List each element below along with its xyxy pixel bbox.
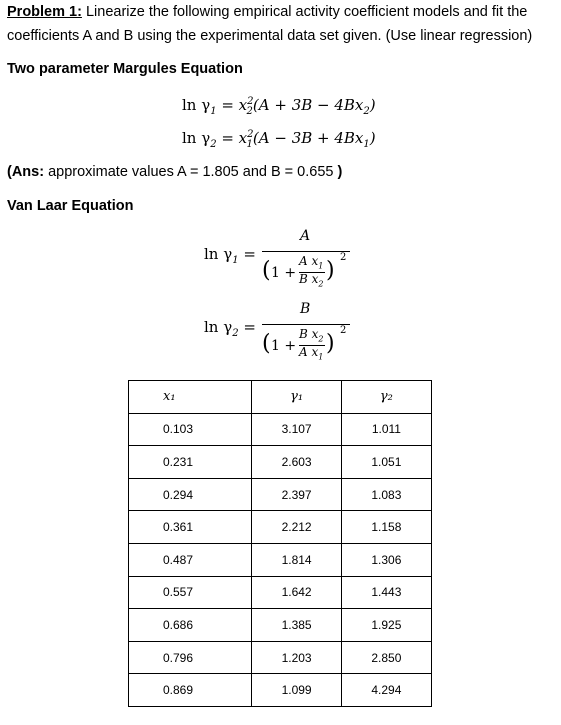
vanlaar-eq2-inner-num: B $x_2$ — [299, 327, 324, 344]
cell-gamma1: 1.814 — [252, 543, 341, 576]
cell-gamma2: 4.294 — [341, 674, 431, 707]
vanlaar-heading: Van Laar Equation — [7, 198, 134, 214]
vanlaar-eq2-inner-den: A $x_1$ — [299, 345, 324, 362]
table-row — [129, 478, 432, 511]
table-row — [129, 576, 432, 609]
table-row — [129, 609, 432, 642]
header-gamma1: γ₁ — [252, 381, 341, 414]
cell-x1: 0.796 — [129, 641, 252, 674]
cell-gamma1: 1.385 — [252, 609, 341, 642]
header-x1: x₁ — [129, 381, 252, 414]
cell-gamma2: 1.083 — [341, 478, 431, 511]
cell-gamma2: 1.051 — [341, 446, 431, 479]
cell-gamma1: 2.212 — [252, 511, 341, 544]
cell-gamma2: 1.306 — [341, 543, 431, 576]
cell-gamma2: 2.850 — [341, 641, 431, 674]
cell-gamma1: 1.642 — [252, 576, 341, 609]
margules-equation-1: $\ln \gamma_1 = x^2_2(A + 3B - 4Bx_2)$ — [182, 96, 376, 117]
vanlaar-eq1-inner-num: A $x_1$ — [299, 254, 324, 271]
cell-x1: 0.361 — [129, 511, 252, 544]
cell-gamma1: 1.099 — [252, 674, 341, 707]
table-row — [129, 674, 432, 707]
margules-equation-2: $\ln \gamma_2 = x^2_1(A - 3B + 4Bx_1)$ — [182, 129, 376, 150]
cell-x1: 0.294 — [129, 478, 252, 511]
problem-statement-line2: coefficients A and B using the experimental data set given. (Use linear regression) — [7, 28, 533, 44]
vanlaar-eq1-lhs: $\ln \gamma_1$ = — [204, 245, 256, 266]
table-row — [129, 641, 432, 674]
problem-label: Problem 1: — [7, 4, 82, 20]
header-gamma2: γ₂ — [341, 381, 431, 414]
vanlaar-eq1-numerator: A — [300, 228, 311, 244]
cell-gamma2: 1.011 — [341, 413, 431, 446]
problem-statement-line1 — [7, 4, 527, 20]
cell-x1: 0.487 — [129, 543, 252, 576]
vanlaar-eq1-fraction: A ( 1 + A $x_1$ B $x_2$ ) 2 — [262, 228, 354, 288]
cell-gamma2: 1.443 — [341, 576, 431, 609]
cell-x1: 0.103 — [129, 413, 252, 446]
table-row — [129, 413, 432, 446]
vanlaar-eq2-fraction: B ( 1 + B $x_2$ A $x_1$ ) 2 — [262, 301, 354, 361]
cell-x1: 0.869 — [129, 674, 252, 707]
table-row — [129, 446, 432, 479]
data-table — [128, 380, 432, 707]
cell-gamma1: 2.397 — [252, 478, 341, 511]
cell-gamma2: 1.925 — [341, 609, 431, 642]
cell-gamma2: 1.158 — [341, 511, 431, 544]
vanlaar-eq1-inner-den: B $x_2$ — [299, 272, 324, 289]
table-row — [129, 511, 432, 544]
cell-x1: 0.686 — [129, 609, 252, 642]
cell-gamma1: 2.603 — [252, 446, 341, 479]
cell-x1: 0.557 — [129, 576, 252, 609]
vanlaar-eq2-lhs: $\ln \gamma_2$ = — [204, 318, 256, 339]
table-header-row — [129, 381, 432, 414]
problem-text: Linearize the following empirical activity coefficient models and fit the — [81, 4, 528, 20]
margules-heading: Two parameter Margules Equation — [7, 61, 243, 77]
vanlaar-eq2-numerator: B — [300, 301, 311, 317]
cell-x1: 0.231 — [129, 446, 252, 479]
cell-gamma1: 3.107 — [252, 413, 341, 446]
cell-gamma1: 1.203 — [252, 641, 341, 674]
margules-answer: (Ans: approximate values A = 1.805 and B = 0.655 ) — [7, 164, 343, 180]
table-row — [129, 543, 432, 576]
